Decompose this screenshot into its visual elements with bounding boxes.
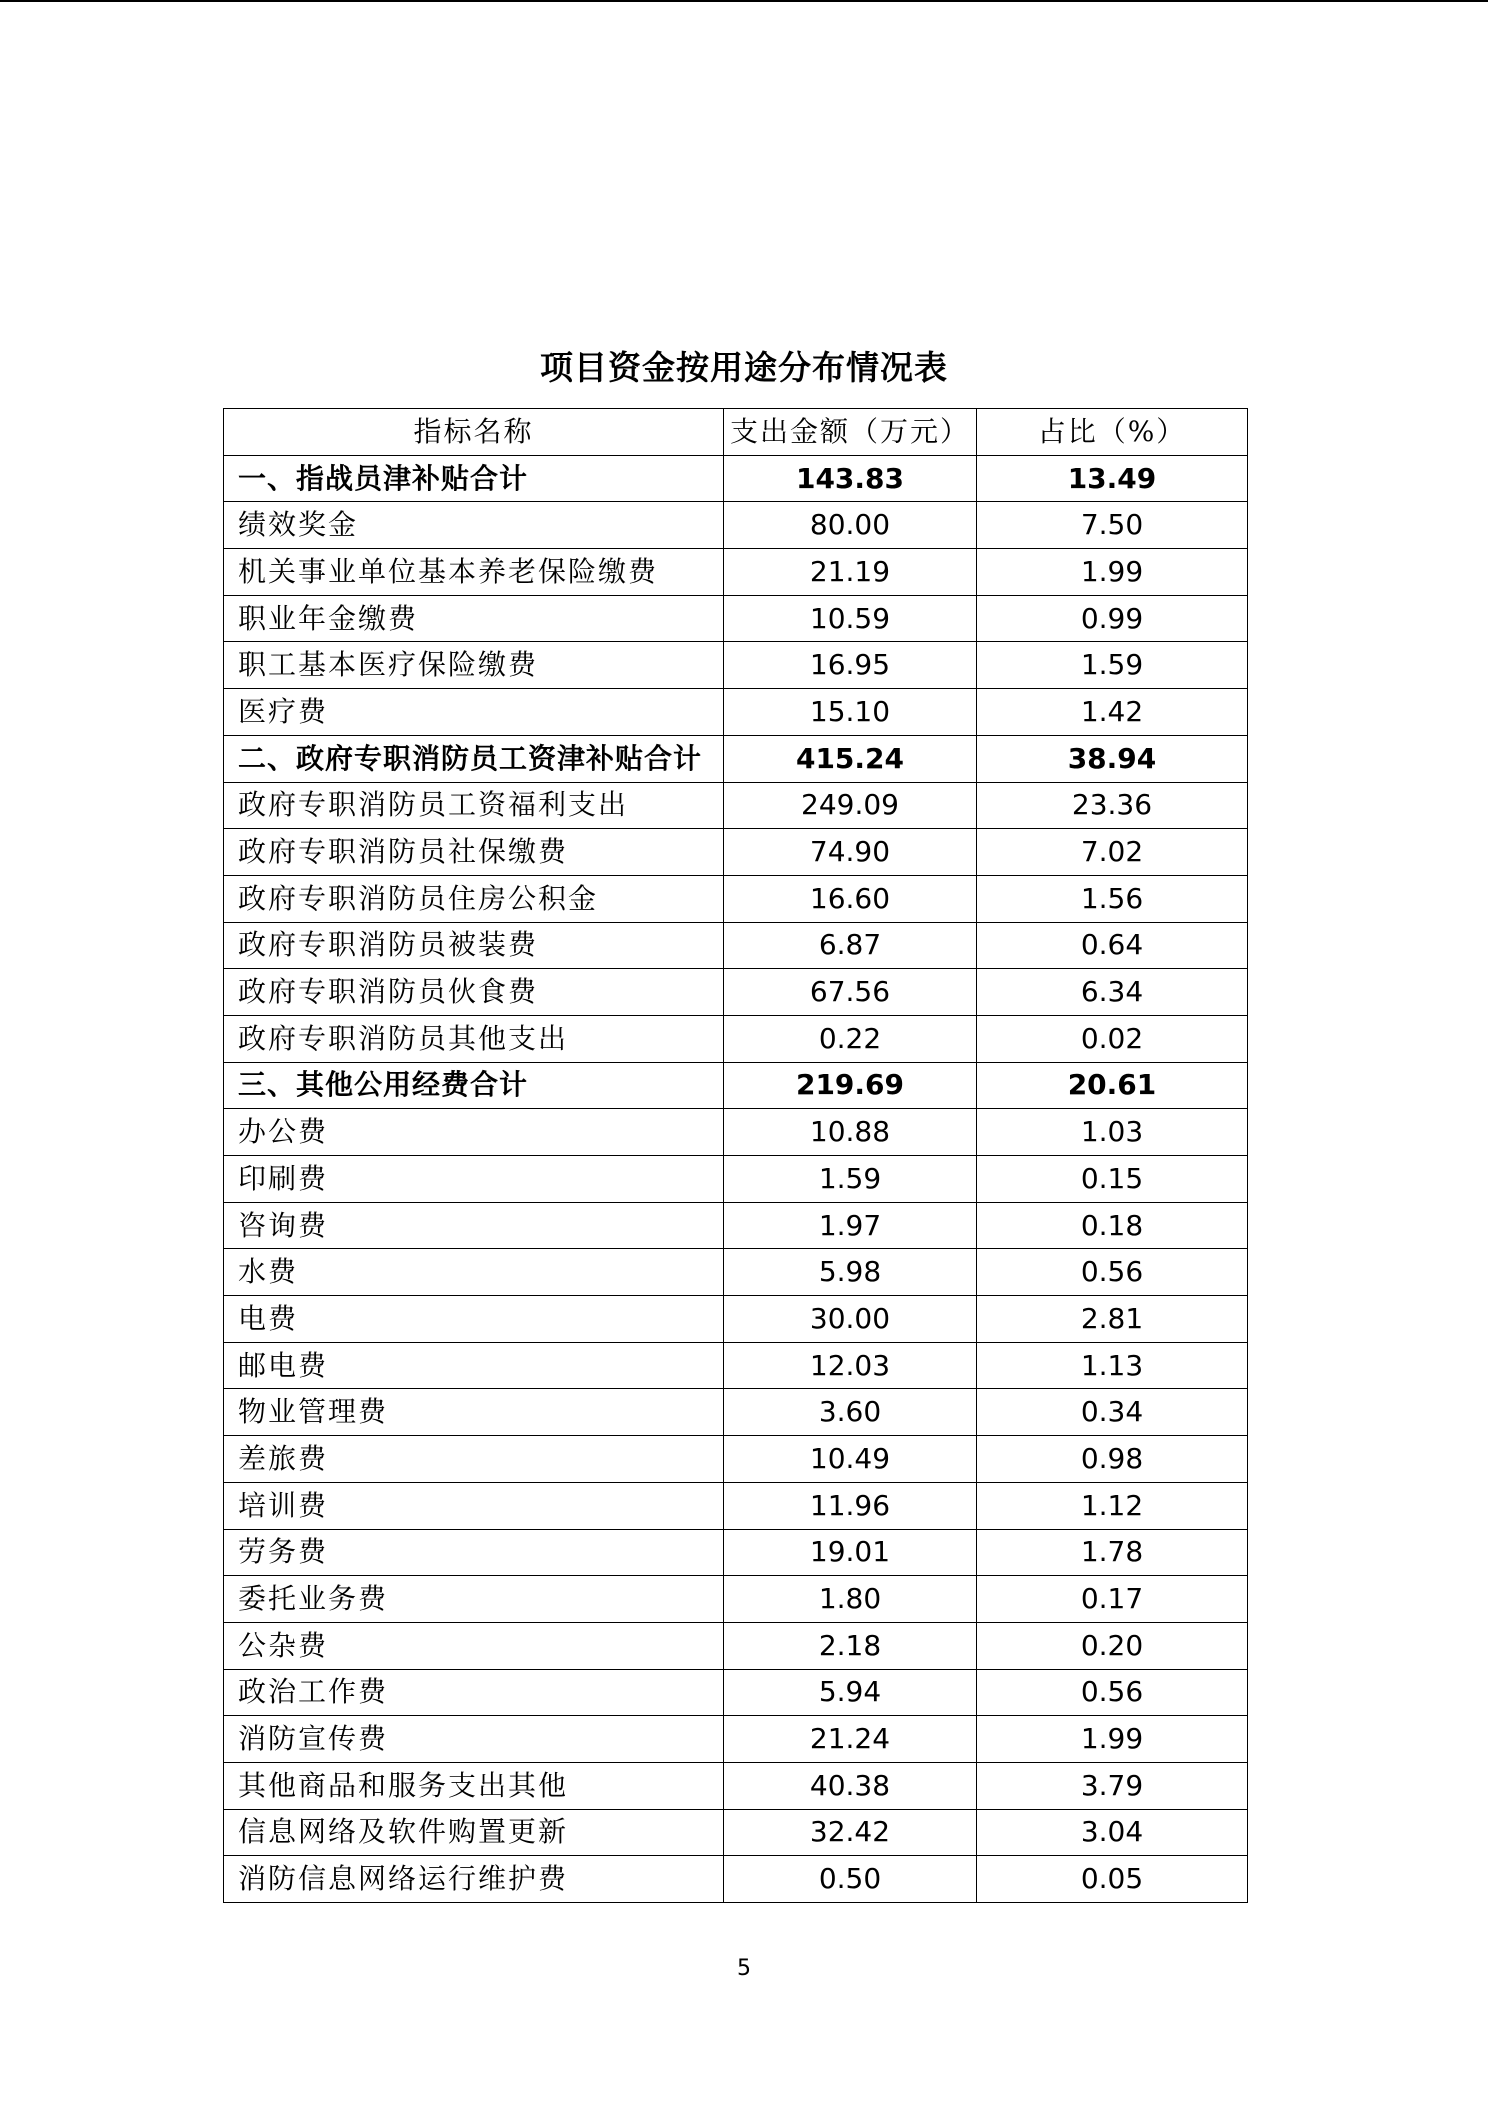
indicator-name-cell: 办公费 [224, 1109, 724, 1156]
expense-amount-cell: 12.03 [724, 1342, 977, 1389]
expense-amount-cell: 40.38 [724, 1762, 977, 1809]
table-row [224, 1202, 1248, 1249]
header-ratio: 占比（%） [977, 409, 1248, 456]
expense-amount-cell: 32.42 [724, 1809, 977, 1856]
indicator-name-cell: 政治工作费 [224, 1669, 724, 1716]
header-expense-amount: 支出金额（万元） [724, 409, 977, 456]
expense-amount-cell: 16.95 [724, 642, 977, 689]
ratio-cell: 20.61 [977, 1062, 1248, 1109]
table-row [224, 875, 1248, 922]
expense-amount-cell: 15.10 [724, 689, 977, 736]
indicator-name-cell: 委托业务费 [224, 1576, 724, 1623]
table-row [224, 1156, 1248, 1203]
ratio-cell: 1.12 [977, 1482, 1248, 1529]
ratio-cell: 3.04 [977, 1809, 1248, 1856]
table-header-row [224, 409, 1248, 456]
ratio-cell: 1.99 [977, 1716, 1248, 1763]
expense-amount-cell: 74.90 [724, 829, 977, 876]
indicator-name-cell: 医疗费 [224, 689, 724, 736]
expense-amount-cell: 67.56 [724, 969, 977, 1016]
expense-amount-cell: 5.94 [724, 1669, 977, 1716]
table-row [224, 1809, 1248, 1856]
ratio-cell: 0.56 [977, 1249, 1248, 1296]
table-row [224, 1296, 1248, 1343]
ratio-cell: 0.98 [977, 1436, 1248, 1483]
ratio-cell: 0.20 [977, 1622, 1248, 1669]
table-total-row [224, 1062, 1248, 1109]
indicator-name-cell: 职工基本医疗保险缴费 [224, 642, 724, 689]
table-row [224, 502, 1248, 549]
expense-amount-cell: 0.22 [724, 1015, 977, 1062]
page-top-border [0, 0, 1488, 2]
ratio-cell: 0.02 [977, 1015, 1248, 1062]
indicator-name-cell: 机关事业单位基本养老保险缴费 [224, 549, 724, 596]
expense-amount-cell: 2.18 [724, 1622, 977, 1669]
indicator-name-cell: 政府专职消防员社保缴费 [224, 829, 724, 876]
table-row [224, 1482, 1248, 1529]
indicator-name-cell: 差旅费 [224, 1436, 724, 1483]
indicator-name-cell: 咨询费 [224, 1202, 724, 1249]
table-row [224, 1529, 1248, 1576]
table-row [224, 1015, 1248, 1062]
ratio-cell: 0.99 [977, 595, 1248, 642]
ratio-cell: 2.81 [977, 1296, 1248, 1343]
ratio-cell: 1.03 [977, 1109, 1248, 1156]
ratio-cell: 0.05 [977, 1856, 1248, 1903]
table-row [224, 595, 1248, 642]
indicator-name-cell: 一、指战员津补贴合计 [224, 455, 724, 502]
ratio-cell: 1.13 [977, 1342, 1248, 1389]
ratio-cell: 1.99 [977, 549, 1248, 596]
ratio-cell: 3.79 [977, 1762, 1248, 1809]
ratio-cell: 1.56 [977, 875, 1248, 922]
expense-amount-cell: 80.00 [724, 502, 977, 549]
ratio-cell: 6.34 [977, 969, 1248, 1016]
indicator-name-cell: 印刷费 [224, 1156, 724, 1203]
expense-amount-cell: 1.59 [724, 1156, 977, 1203]
ratio-cell: 7.02 [977, 829, 1248, 876]
ratio-cell: 1.78 [977, 1529, 1248, 1576]
ratio-cell: 0.56 [977, 1669, 1248, 1716]
table-row [224, 829, 1248, 876]
indicator-name-cell: 政府专职消防员伙食费 [224, 969, 724, 1016]
expense-amount-cell: 21.19 [724, 549, 977, 596]
expense-amount-cell: 19.01 [724, 1529, 977, 1576]
ratio-cell: 23.36 [977, 782, 1248, 829]
table-row [224, 1576, 1248, 1623]
table-row [224, 1669, 1248, 1716]
indicator-name-cell: 消防宣传费 [224, 1716, 724, 1763]
ratio-cell: 38.94 [977, 735, 1248, 782]
table-total-row [224, 735, 1248, 782]
indicator-name-cell: 消防信息网络运行维护费 [224, 1856, 724, 1903]
indicator-name-cell: 物业管理费 [224, 1389, 724, 1436]
expense-amount-cell: 219.69 [724, 1062, 977, 1109]
table-total-row [224, 455, 1248, 502]
table-row [224, 1249, 1248, 1296]
expense-amount-cell: 10.59 [724, 595, 977, 642]
ratio-cell: 13.49 [977, 455, 1248, 502]
fund-usage-table [223, 408, 1248, 1903]
table-row [224, 642, 1248, 689]
expense-amount-cell: 5.98 [724, 1249, 977, 1296]
expense-amount-cell: 415.24 [724, 735, 977, 782]
indicator-name-cell: 绩效奖金 [224, 502, 724, 549]
expense-amount-cell: 10.49 [724, 1436, 977, 1483]
ratio-cell: 0.64 [977, 922, 1248, 969]
table-row [224, 1762, 1248, 1809]
expense-amount-cell: 6.87 [724, 922, 977, 969]
indicator-name-cell: 政府专职消防员被装费 [224, 922, 724, 969]
expense-amount-cell: 1.97 [724, 1202, 977, 1249]
indicator-name-cell: 电费 [224, 1296, 724, 1343]
ratio-cell: 1.59 [977, 642, 1248, 689]
indicator-name-cell: 其他商品和服务支出其他 [224, 1762, 724, 1809]
indicator-name-cell: 邮电费 [224, 1342, 724, 1389]
page-number: 5 [737, 1956, 751, 1981]
ratio-cell: 0.18 [977, 1202, 1248, 1249]
indicator-name-cell: 信息网络及软件购置更新 [224, 1809, 724, 1856]
expense-amount-cell: 143.83 [724, 455, 977, 502]
indicator-name-cell: 水费 [224, 1249, 724, 1296]
table-row [224, 1856, 1248, 1903]
table-body [224, 455, 1248, 1902]
indicator-name-cell: 三、其他公用经费合计 [224, 1062, 724, 1109]
table-row [224, 549, 1248, 596]
expense-amount-cell: 1.80 [724, 1576, 977, 1623]
indicator-name-cell: 政府专职消防员住房公积金 [224, 875, 724, 922]
ratio-cell: 0.15 [977, 1156, 1248, 1203]
table-row [224, 969, 1248, 1016]
expense-amount-cell: 10.88 [724, 1109, 977, 1156]
expense-amount-cell: 3.60 [724, 1389, 977, 1436]
ratio-cell: 0.17 [977, 1576, 1248, 1623]
table-row [224, 1342, 1248, 1389]
expense-amount-cell: 30.00 [724, 1296, 977, 1343]
table-row [224, 1436, 1248, 1483]
header-indicator-name: 指标名称 [224, 409, 724, 456]
expense-amount-cell: 0.50 [724, 1856, 977, 1903]
table-row [224, 1622, 1248, 1669]
table-row [224, 1109, 1248, 1156]
table-row [224, 689, 1248, 736]
indicator-name-cell: 劳务费 [224, 1529, 724, 1576]
table-row [224, 1389, 1248, 1436]
expense-amount-cell: 16.60 [724, 875, 977, 922]
indicator-name-cell: 公杂费 [224, 1622, 724, 1669]
indicator-name-cell: 政府专职消防员其他支出 [224, 1015, 724, 1062]
ratio-cell: 0.34 [977, 1389, 1248, 1436]
expense-amount-cell: 21.24 [724, 1716, 977, 1763]
table-row [224, 922, 1248, 969]
table-row [224, 1716, 1248, 1763]
indicator-name-cell: 职业年金缴费 [224, 595, 724, 642]
indicator-name-cell: 二、政府专职消防员工资津补贴合计 [224, 735, 724, 782]
indicator-name-cell: 政府专职消防员工资福利支出 [224, 782, 724, 829]
ratio-cell: 7.50 [977, 502, 1248, 549]
expense-amount-cell: 249.09 [724, 782, 977, 829]
table-row [224, 782, 1248, 829]
expense-amount-cell: 11.96 [724, 1482, 977, 1529]
document-title: 项目资金按用途分布情况表 [540, 348, 948, 387]
ratio-cell: 1.42 [977, 689, 1248, 736]
indicator-name-cell: 培训费 [224, 1482, 724, 1529]
